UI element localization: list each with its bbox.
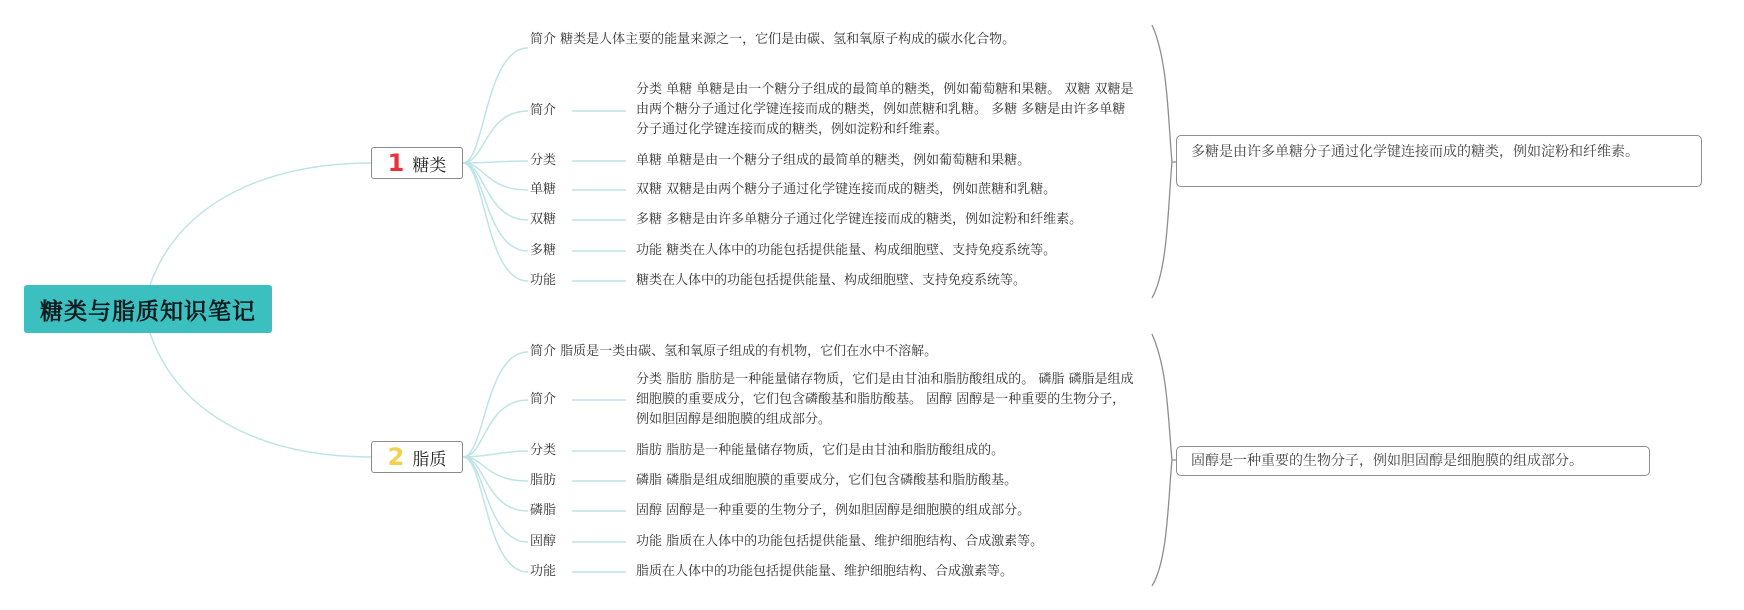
item-text[interactable]: 糖类在人体中的功能包括提供能量、构成细胞壁、支持免疫系统等。 <box>636 273 1027 288</box>
item-label[interactable]: 固醇 <box>530 534 557 549</box>
item-text[interactable]: 分类 脂肪 脂肪是一种能量储存物质，它们是由甘油和脂肪酸组成的。 磷脂 磷脂是组成细胞膜的重要成分，它们包含磷酸基和脂肪酸基。 固醇 固醇是一种重要的生物分子，例如胆固醇是细胞膜的组成部分。 <box>636 372 1134 427</box>
item-text[interactable]: 功能 糖类在人体中的功能包括提供能量、构成细胞壁、支持免疫系统等。 <box>636 243 1057 258</box>
summary-bracket-1 <box>1152 25 1172 298</box>
connector-root-branch-1 <box>150 163 371 285</box>
item-text[interactable]: 脂质在人体中的功能包括提供能量、维护细胞结构、合成激素等。 <box>636 564 1014 579</box>
summary-callout[interactable]: 多糖是由许多单糖分子通过化学键连接而成的糖类，例如淀粉和纤维素。 <box>1176 135 1702 187</box>
connector-b1-summary <box>463 48 528 163</box>
item-label[interactable]: 简介 <box>530 392 557 407</box>
connector-b1-item-6 <box>463 163 528 281</box>
item-text[interactable]: 固醇 固醇是一种重要的生物分子，例如胆固醇是细胞膜的组成部分。 <box>636 503 1031 518</box>
item-label[interactable]: 分类 <box>530 443 557 458</box>
summary-bracket-2 <box>1152 334 1172 586</box>
item-text[interactable]: 单糖 单糖是由一个糖分子组成的最简单的糖类，例如葡萄糖和果糖。 <box>636 153 1031 168</box>
connector-b1-item-5 <box>463 163 528 251</box>
item-label[interactable]: 脂肪 <box>530 473 557 488</box>
item-label[interactable]: 功能 <box>530 273 557 288</box>
branch-topic-carbohydrates[interactable] <box>371 147 463 179</box>
item-text[interactable]: 磷脂 磷脂是组成细胞膜的重要成分，它们包含磷酸基和脂肪酸基。 <box>636 473 1018 488</box>
connector-b1-item-2 <box>463 161 528 163</box>
summary-text[interactable]: 简介 脂质是一类由碳、氢和氧原子组成的有机物，它们在水中不溶解。 <box>530 344 938 359</box>
branch-label: 糖类 <box>412 155 447 176</box>
branch-topic-lipids[interactable] <box>371 441 463 473</box>
item-label[interactable]: 分类 <box>530 153 557 168</box>
summary-text[interactable]: 简介 糖类是人体主要的能量来源之一，它们是由碳、氢和氧原子构成的碳水化合物。 <box>530 32 1016 47</box>
connector-b2-item-5 <box>463 457 528 542</box>
number-one-icon: 1 <box>387 149 405 177</box>
item-text[interactable]: 双糖 双糖是由两个糖分子通过化学键连接而成的糖类，例如蔗糖和乳糖。 <box>636 182 1057 197</box>
number-two-icon: 2 <box>387 443 405 471</box>
branch-label: 脂质 <box>412 449 447 470</box>
connector-root-branch-2 <box>150 333 371 457</box>
connector-b2-summary <box>463 352 528 457</box>
item-text[interactable]: 多糖 多糖是由许多单糖分子通过化学键连接而成的糖类，例如淀粉和纤维素。 <box>636 212 1083 227</box>
item-text[interactable]: 功能 脂质在人体中的功能包括提供能量、维护细胞结构、合成激素等。 <box>636 534 1044 549</box>
summary-callout[interactable]: 固醇是一种重要的生物分子，例如胆固醇是细胞膜的组成部分。 <box>1176 446 1650 476</box>
item-label[interactable]: 双糖 <box>530 212 557 227</box>
item-label[interactable]: 简介 <box>530 103 557 118</box>
root-topic[interactable]: 糖类与脂质知识笔记 <box>24 285 272 333</box>
item-label[interactable]: 多糖 <box>530 243 557 258</box>
item-label[interactable]: 磷脂 <box>530 503 557 518</box>
item-label[interactable]: 单糖 <box>530 182 557 197</box>
item-text[interactable]: 分类 单糖 单糖是由一个糖分子组成的最简单的糖类，例如葡萄糖和果糖。 双糖 双糖是由两个糖分子通过化学键连接而成的糖类，例如蔗糖和乳糖。 多糖 多糖是由许多单糖分子通过化学键连接而成的糖类，例如淀粉和纤维素。 <box>636 82 1134 137</box>
item-label[interactable]: 功能 <box>530 564 557 579</box>
item-text[interactable]: 脂肪 脂肪是一种能量储存物质，它们是由甘油和脂肪酸组成的。 <box>636 443 1005 458</box>
